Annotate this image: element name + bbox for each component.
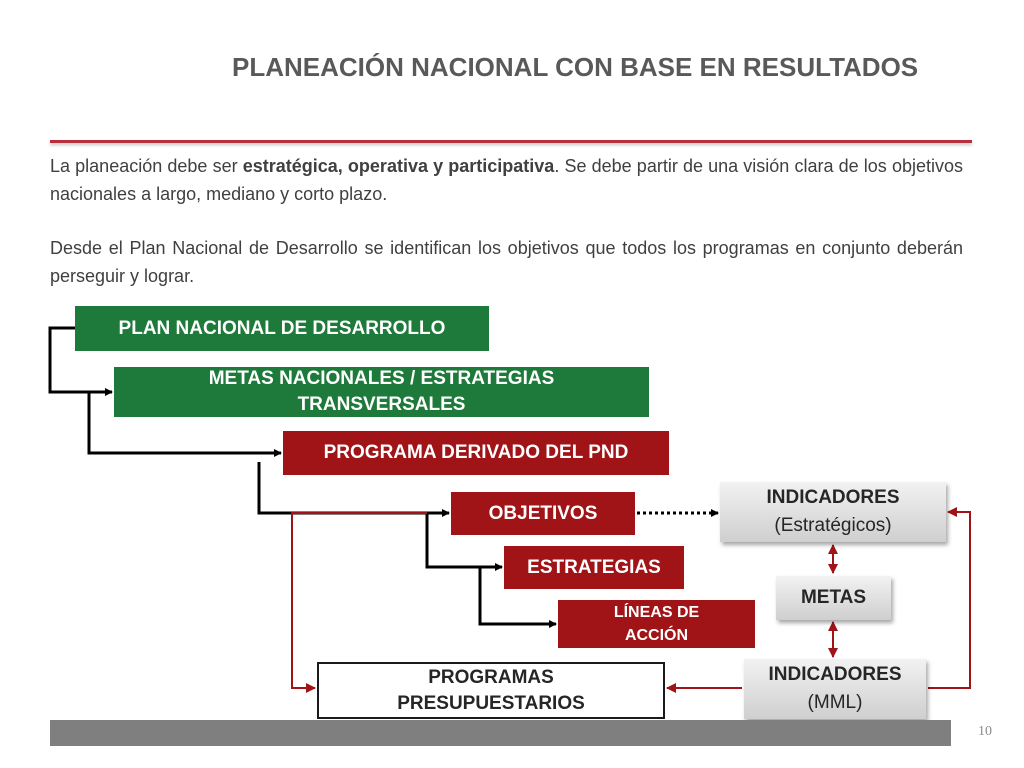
indicadores-mml-subtitle: (MML)	[807, 692, 863, 713]
intro-p1-text-end: . Se debe partir de una visión clara de los objetivos nacionales a largo, mediano y corto plazo.	[50, 156, 963, 204]
indicadores-mml-title: INDICADORES	[768, 664, 902, 685]
page-number: 10	[978, 724, 992, 739]
intro-p1-text-start: La planeación debe ser	[50, 156, 243, 176]
indicadores-estrategicos-title: INDICADORES	[766, 487, 900, 508]
box-plan-nacional: PLAN NACIONAL DE DESARROLLO	[75, 306, 489, 351]
box-programa-derivado: PROGRAMA DERIVADO DEL PND	[283, 431, 669, 475]
box-indicadores-mml	[744, 659, 926, 719]
intro-paragraph-2: Desde el Plan Nacional de Desarrollo se identifican los objetivos que todos los programas en conjunto deberán perseguir y lograr.	[50, 238, 963, 286]
box-objetivos: OBJETIVOS	[451, 492, 635, 535]
intro-p1-emphasis: estratégica, operativa y participativa	[242, 156, 555, 176]
slide-title: PLANEACIÓN NACIONAL CON BASE EN RESULTADOS	[232, 52, 919, 82]
box-metas-nacionales: METAS NACIONALES / ESTRATEGIAS TRANSVERSALES	[114, 367, 649, 417]
footer-bar	[50, 720, 951, 746]
box-indicadores-estrategicos	[720, 482, 946, 542]
indicadores-estrategicos-subtitle: (Estratégicos)	[774, 515, 892, 536]
box-metas: METAS	[776, 576, 891, 620]
box-estrategias: ESTRATEGIAS	[504, 546, 684, 589]
box-programas-presupuestarios: PROGRAMAS PRESUPUESTARIOS	[317, 662, 665, 719]
box-lineas-accion: LÍNEAS DE ACCIÓN	[558, 600, 755, 648]
